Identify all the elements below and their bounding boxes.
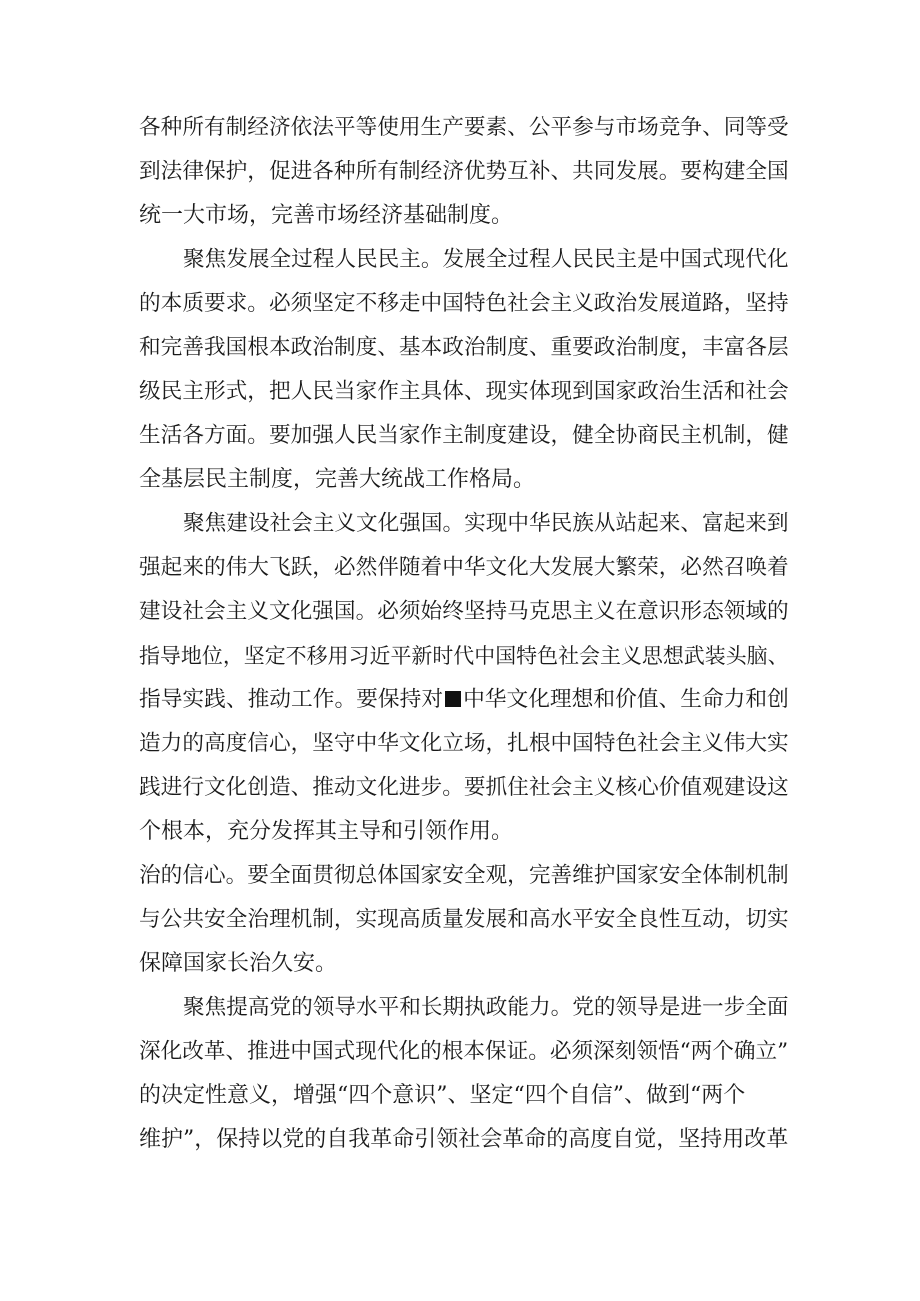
text-line: 强起来的伟大飞跃，必然伴随着中华文化大发展大繁荣，必然召唤着 [139,555,789,580]
text-line: 全基层民主制度，完善大统战工作格局。 [139,467,536,492]
text-line: 和完善我国根本政治制度、基本政治制度、重要政治制度，丰富各层 [139,335,789,360]
text-line: 级民主形式，把人民当家作主具体、现实体现到国家政治生活和社会 [139,379,789,404]
text-line: 践进行文化创造、推动文化进步。要抓住社会主义核心价值观建设这 [139,775,789,800]
text-line: 维护”，保持以党的自我革命引领社会革命的高度自觉，坚持用改革 [139,1127,789,1152]
text-line: 指导地位，坚定不移用习近平新时代中国特色社会主义思想武装头脑、 [139,644,789,668]
text-line: 到法律保护，促进各种所有制经济优势互补、共同发展。要构建全国 [139,159,789,184]
text-line: 保障国家长治久安。 [139,951,338,976]
text-line: 的决定性意义，增强“四个意识”、坚定“四个自信”、做到“两个 [139,1083,746,1108]
text-line: 造力的高度信心，坚守中华文化立场，扎根中国特色社会主义伟大实 [139,731,789,756]
paragraph-first-line: 聚焦提高党的领导水平和长期执政能力。党的领导是进一步全面 [183,995,789,1020]
text-line: 的本质要求。必须坚定不移走中国特色社会主义政治发展道路，坚持 [139,291,789,316]
text-line: 深化改革、推进中国式现代化的根本保证。必须深刻领悟“两个确立” [139,1039,789,1064]
text-line: 各种所有制经济依法平等使用生产要素、公平参与市场竞争、同等受 [139,115,789,140]
redaction-square-icon [445,691,461,707]
text-segment: 指导实践、推动工作。要保持对 [139,687,444,712]
text-line: 治的信心。要全面贯彻总体国家安全观，完善维护国家安全体制机制 [139,863,789,888]
text-line: 建设社会主义文化强国。必须始终坚持马克思主义在意识形态领域的 [139,599,789,624]
text-line: 个根本，充分发挥其主导和引领作用。 [139,819,514,844]
text-line: 生活各方面。要加强人民当家作主制度建设，健全协商民主机制，健 [139,423,789,448]
paragraph-first-line: 聚焦建设社会主义文化强国。实现中华民族从站起来、富起来到 [183,511,789,536]
text-line: 与公共安全治理机制，实现高质量发展和高水平安全良性互动，切实 [139,907,789,932]
text-line: 统一大市场，完善市场经济基础制度。 [139,203,514,228]
text-segment: 中华文化理想和价值、生命力和创 [463,687,789,712]
paragraph-first-line: 聚焦发展全过程人民民主。发展全过程人民民主是中国式现代化 [183,247,789,272]
text-line [139,685,789,715]
